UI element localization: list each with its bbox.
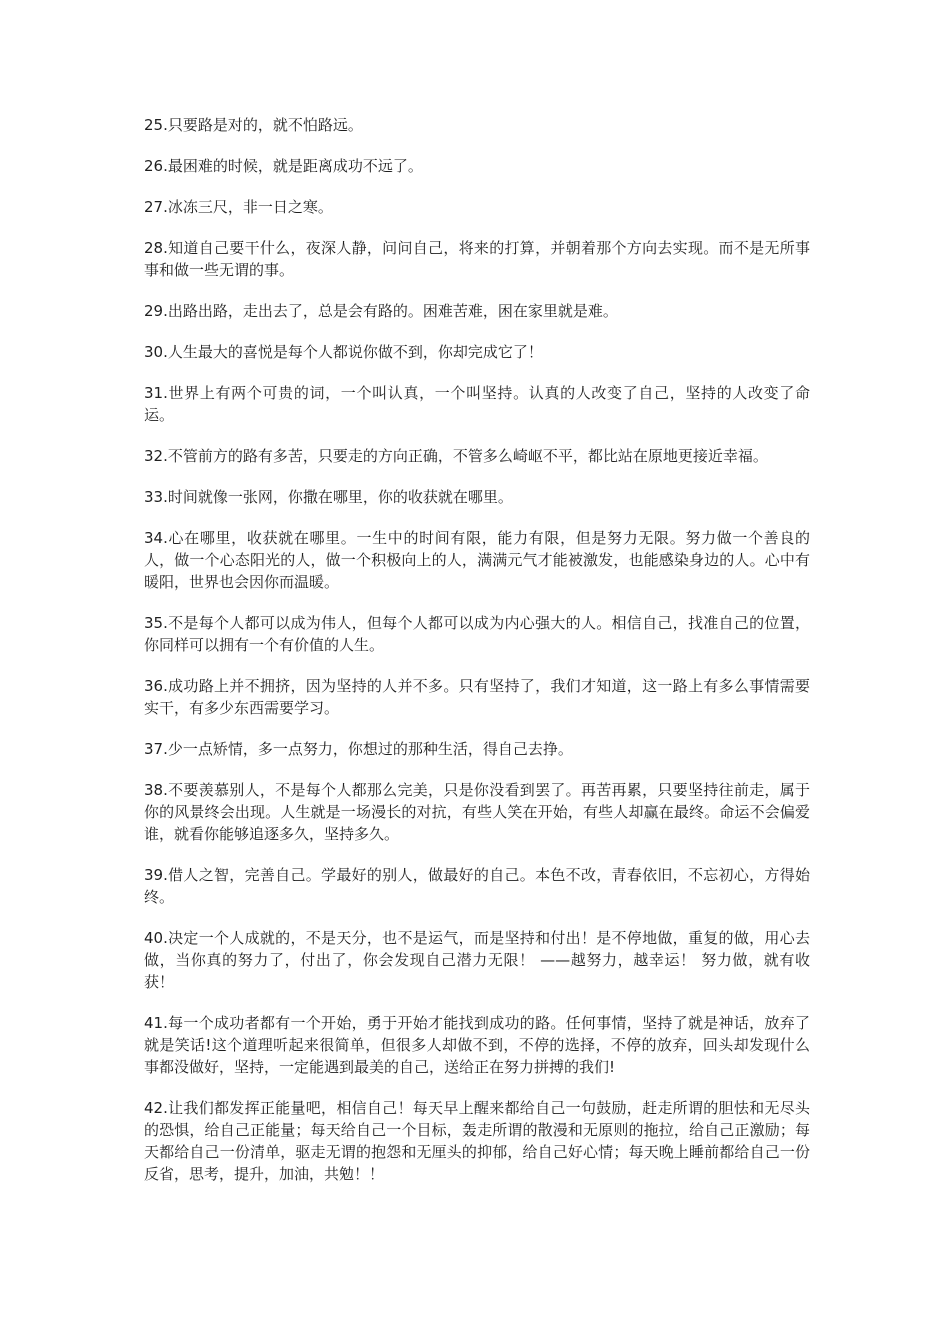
paragraph-39: 39.借人之智，完善自己。学最好的别人，做最好的自己。本色不改，青春依旧，不忘初心，方得始终。 [144,866,810,906]
paragraph-36: 36.成功路上并不拥挤，因为坚持的人并不多。只有坚持了，我们才知道，这一路上有多么事情需要实干，有多少东西需要学习。 [144,677,810,717]
paragraph-38: 38.不要羡慕别人，不是每个人都那么完美，只是你没看到罢了。再苦再累，只要坚持往前走，属于你的风景终会出现。人生就是一场漫长的对抗，有些人笑在开始，有些人却赢在最终。命运不会偏爱谁，就看你能够追逐多久，坚持多久。 [144,781,810,843]
paragraph-33: 33.时间就像一张网，你撒在哪里，你的收获就在哪里。 [144,488,513,506]
paragraph-35: 35.不是每个人都可以成为伟人，但每个人都可以成为内心强大的人。相信自己，找准自己的位置，你同样可以拥有一个有价值的人生。 [144,614,810,654]
paragraph-27: 27.冰冻三尺，非一日之寒。 [144,198,333,216]
paragraph-42: 42.让我们都发挥正能量吧，相信自己！每天早上醒来都给自己一句鼓励，赶走所谓的胆怯和无尽头的恐惧，给自己正能量；每天给自己一个目标，轰走所谓的散漫和无原则的拖拉，给自己正激励；每天都给自己一份清单，驱走无谓的抱怨和无厘头的抑郁，给自己好心情；每天晚上睡前都给自己一份反省，思考，提升，加油，共勉！！ [144,1099,810,1183]
paragraph-40: 40.决定一个人成就的，不是天分，也不是运气，而是坚持和付出！是不停地做，重复的做，用心去做，当你真的努力了，付出了，你会发现自己潜力无限！ ——越努力，越幸运！ 努力做，就有收获！ [144,929,810,991]
paragraph-29: 29.出路出路，走出去了，总是会有路的。困难苦难，困在家里就是难。 [144,302,618,320]
document-body [144,114,810,1204]
paragraph-37: 37.少一点矫情，多一点努力，你想过的那种生活，得自己去挣。 [144,740,573,758]
paragraph-31: 31.世界上有两个可贵的词，一个叫认真，一个叫坚持。认真的人改变了自己，坚持的人改变了命运。 [144,384,810,424]
paragraph-25: 25.只要路是对的，就不怕路远。 [144,116,363,134]
paragraph-41: 41.每一个成功者都有一个开始，勇于开始才能找到成功的路。任何事情，坚持了就是神话，放弃了就是笑话!这个道理听起来很简单，但很多人却做不到，不停的选择，不停的放弃，回头却发现什么事都没做好，坚持，一定能遇到最美的自己，送给正在努力拼搏的我们! [144,1014,810,1076]
paragraph-28: 28.知道自己要干什么，夜深人静，问问自己，将来的打算，并朝着那个方向去实现。而不是无所事事和做一些无谓的事。 [144,239,810,279]
paragraph-34: 34.心在哪里，收获就在哪里。一生中的时间有限，能力有限，但是努力无限。努力做一个善良的人，做一个心态阳光的人，做一个积极向上的人，满满元气才能被激发，也能感染身边的人。心中有暖阳，世界也会因你而温暖。 [144,529,810,591]
paragraph-32: 32.不管前方的路有多苦，只要走的方向正确，不管多么崎岖不平，都比站在原地更接近幸福。 [144,447,768,465]
paragraph-30: 30.人生最大的喜悦是每个人都说你做不到，你却完成它了！ [144,343,543,361]
paragraph-26: 26.最困难的时候，就是距离成功不远了。 [144,157,423,175]
